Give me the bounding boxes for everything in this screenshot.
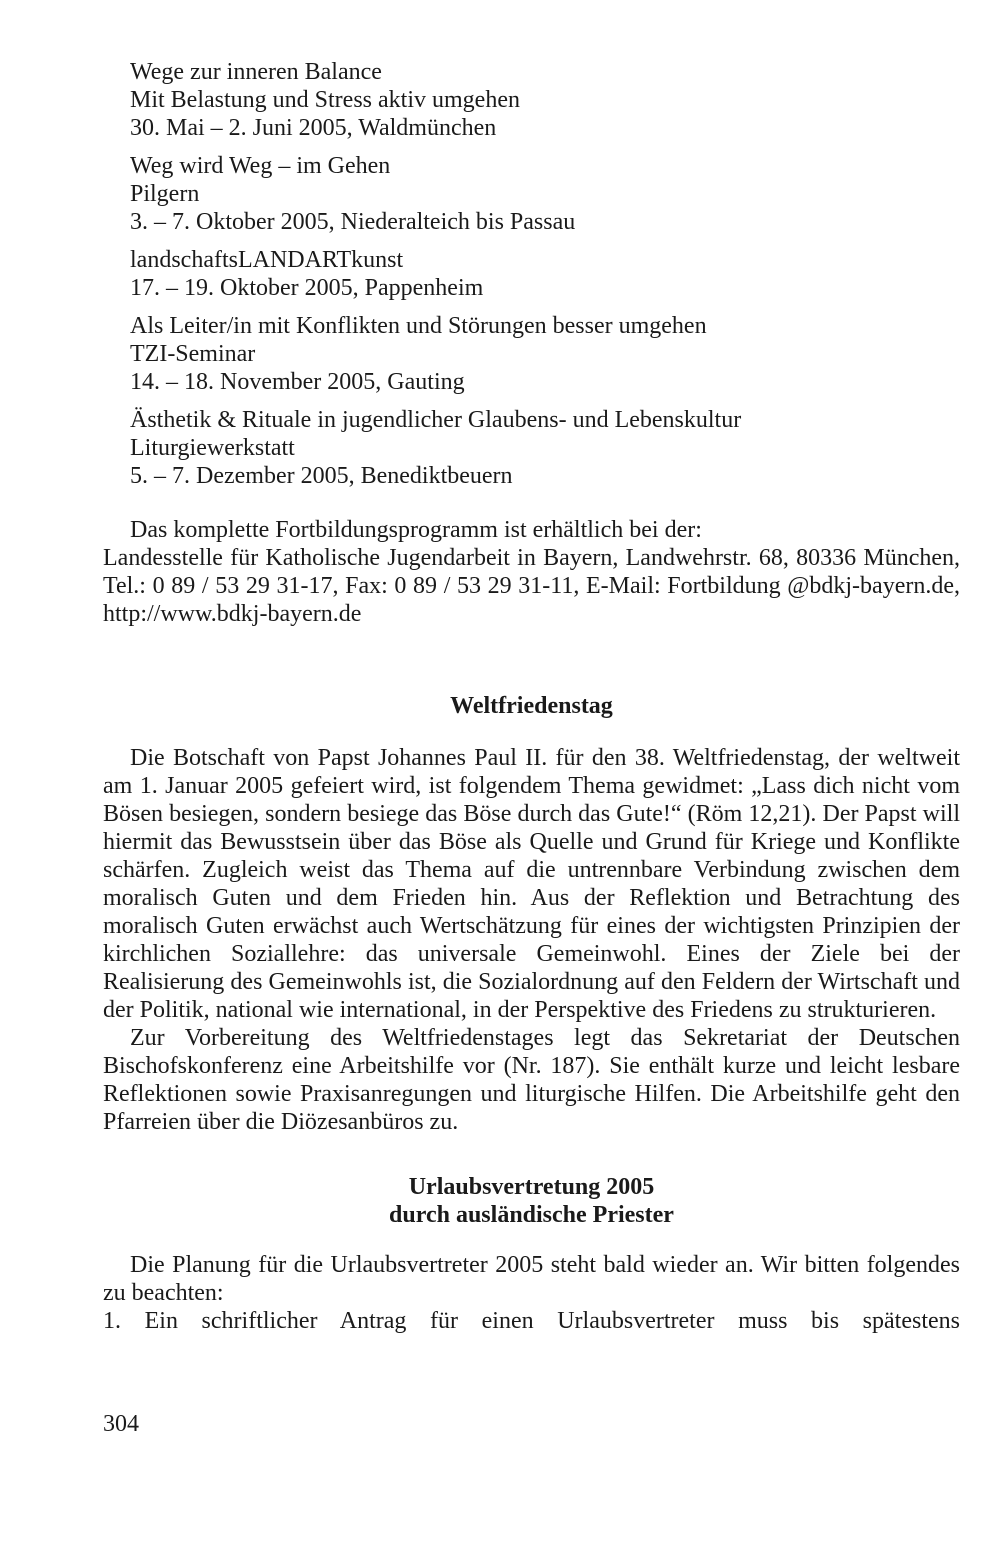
event-item bbox=[103, 246, 960, 302]
weltfriedenstag-paragraph: Die Botschaft von Papst Johannes Paul II. für den 38. Weltfriedenstag, der weltweit am 1. Januar 2005 gefeiert wird, ist folgendem Thema gewidmet: „Lass dich nicht vom Bösen besiegen, sondern besiege das Böse durch das Gute!“ (Röm 12,21). Der Papst will hiermit das Bewusstsein über das Böse als Quelle und Grund für Kriege und Konflikte schärfen. Zugleich weist das Thema auf die untrennbare Verbindung zwischen dem moralisch Guten und dem Frieden hin. Aus der Reflektion und Betrachtung des moralisch Guten erwächst auch Wertschätzung für eines der wichtigsten Prinzipien der kirchlichen Soziallehre: das universale Gemeinwohl. Eines der Ziele bei der Realisierung des Gemeinwohls ist, die Sozialordnung auf den Feldern der Wirtschaft und der Politik, national wie international, in der Perspektive des Friedens zu strukturieren. bbox=[103, 745, 960, 1023]
urlaubsvertretung-paragraph: Die Planung für die Urlaubsvertreter 2005 steht bald wieder an. Wir bitten folgendes zu beachten: bbox=[103, 1252, 960, 1306]
event-subtitle: TZI-Seminar bbox=[130, 341, 256, 367]
contact-block bbox=[103, 516, 960, 628]
event-title: Ästhetik & Rituale in jugendlicher Glaubens- und Lebenskultur bbox=[130, 407, 742, 433]
event-list bbox=[103, 58, 960, 490]
event-date-place: 5. – 7. Dezember 2005, Benediktbeuern bbox=[130, 463, 513, 489]
event-title: landschaftsLANDARTkunst bbox=[130, 247, 404, 273]
heading-line: durch ausländische Priester bbox=[389, 1202, 674, 1228]
heading-line: Urlaubsvertretung 2005 bbox=[408, 1174, 655, 1200]
event-date-place: 30. Mai – 2. Juni 2005, Waldmünchen bbox=[130, 115, 497, 141]
page-content bbox=[103, 58, 960, 1335]
event-title: Wege zur inneren Balance bbox=[130, 59, 382, 85]
contact-address: Landesstelle für Katholische Jugendarbeit in Bayern, Landwehrstr. 68, 80336 München, Tel.: 0 89 / 53 29 31-17, Fax: 0 89 / 53 29 31-11, E-Mail: Fortbildung @bdkj-bayern.de, http://www.bdkj-bayern.de bbox=[103, 545, 960, 627]
event-item bbox=[103, 152, 960, 236]
page-number: 304 bbox=[103, 1411, 139, 1437]
numbered-list-item: 1. Ein schriftlicher Antrag für einen Urlaubsvertreter muss bis spätestens bbox=[103, 1308, 960, 1334]
weltfriedenstag-paragraph: Zur Vorbereitung des Weltfriedenstages legt das Sekretariat der Deutschen Bischofskonferenz eine Arbeitshilfe vor (Nr. 187). Sie enthält kurze und leicht lesbare Reflektionen sowie Praxisanregungen und liturgische Hilfen. Die Arbeitshilfe geht den Pfarreien über die Diözesanbüros zu. bbox=[103, 1025, 960, 1135]
event-subtitle: Liturgiewerkstatt bbox=[130, 435, 295, 461]
event-subtitle: Pilgern bbox=[130, 181, 200, 207]
event-date-place: 14. – 18. November 2005, Gauting bbox=[130, 369, 465, 395]
event-item bbox=[103, 312, 960, 396]
event-item bbox=[103, 58, 960, 142]
event-title: Weg wird Weg – im Gehen bbox=[130, 153, 391, 179]
contact-intro: Das komplette Fortbildungsprogramm ist erhältlich bei der: bbox=[130, 517, 702, 543]
event-date-place: 3. – 7. Oktober 2005, Niederalteich bis Passau bbox=[130, 209, 576, 235]
event-date-place: 17. – 19. Oktober 2005, Pappenheim bbox=[130, 275, 484, 301]
event-item bbox=[103, 406, 960, 490]
section-heading-urlaubsvertretung bbox=[103, 1173, 960, 1229]
section-heading-weltfriedenstag: Weltfriedenstag bbox=[450, 693, 613, 719]
event-subtitle: Mit Belastung und Stress aktiv umgehen bbox=[130, 87, 520, 113]
event-title: Als Leiter/in mit Konflikten und Störungen besser umgehen bbox=[130, 313, 707, 339]
